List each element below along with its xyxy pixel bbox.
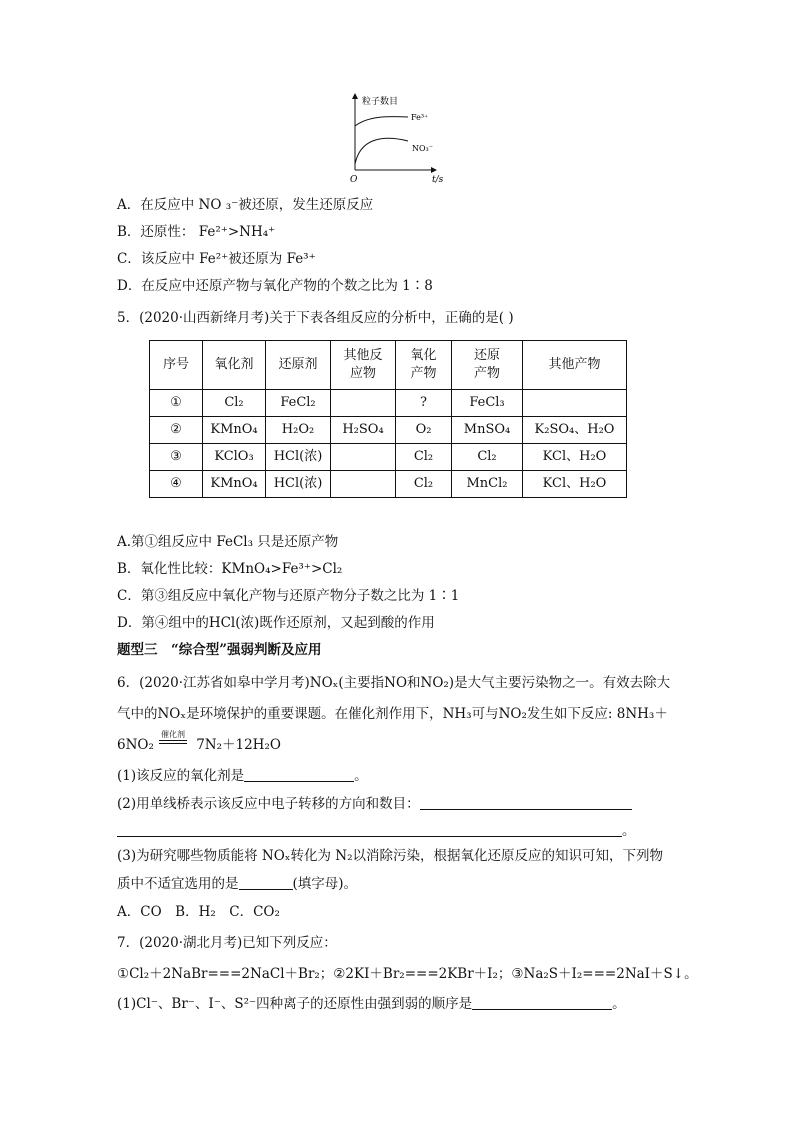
q4-option-c: C．该反应中 Fe²⁺被还原为 Fe³⁺ <box>117 251 316 267</box>
q7-sub1 <box>117 995 626 1013</box>
table-cell: MnSO₄ <box>452 417 523 444</box>
q6-sub2 <box>117 795 632 813</box>
table-cell: KMnO₄ <box>203 417 266 444</box>
table-cell <box>331 444 396 471</box>
table-cell <box>331 390 396 417</box>
table-header-cell <box>331 341 396 390</box>
equation-left: 6NO₂ <box>117 737 154 753</box>
table-cell: FeCl₃ <box>452 390 523 417</box>
table-header-cell <box>452 341 523 390</box>
table-header-cell <box>266 341 331 390</box>
q6-sub1-end: 。 <box>354 768 368 784</box>
table-header-cell <box>396 341 452 390</box>
table-cell: FeCl₂ <box>266 390 331 417</box>
header-line: 氧化剂 <box>214 357 254 372</box>
q6-line-2: 气中的NOₓ是环境保护的重要课题。在催化剂作用下，NH₃可与NO₂发生如下反应: 8NH₃＋ <box>117 706 668 722</box>
table-header-cell <box>203 341 266 390</box>
table-row <box>150 444 627 471</box>
table-cell: ③ <box>150 444 203 471</box>
table-cell: Cl₂ <box>396 444 452 471</box>
header-line: 其他反 <box>343 348 383 363</box>
table-header-cell <box>150 341 203 390</box>
table-cell: ? <box>396 390 452 417</box>
q6-sub2-blank-2[interactable] <box>117 822 622 837</box>
table-cell: KCl、H₂O <box>523 471 627 498</box>
q6-sub3-text: 质中不适宜选用的是 <box>117 876 239 892</box>
q6-sub1 <box>117 767 368 785</box>
table-cell: HCl(浓) <box>266 471 331 498</box>
table-cell <box>331 471 396 498</box>
q6-equation <box>117 730 281 754</box>
q6-line-1: 6．(2020·江苏省如皋中学月考)NOₓ(主要指NO和NO₂)是大气主要污染物之一。有效去除大 <box>117 675 671 691</box>
x-axis-label: t/s <box>432 175 444 185</box>
table-row <box>150 471 627 498</box>
table-cell <box>523 390 627 417</box>
q4-option-d: D．在反应中还原产物与氧化产物的个数之比为 1∶8 <box>117 278 433 294</box>
q6-sub2-text: (2)用单线桥表示该反应中电子转移的方向和数目： <box>117 796 420 812</box>
q4-option-a: A．在反应中 NO ₃⁻被还原，发生还原反应 <box>117 197 374 213</box>
header-line: 还原 <box>473 348 500 363</box>
header-line: 氧化 <box>410 348 437 363</box>
table-cell: Cl₂ <box>452 444 523 471</box>
y-axis-label: 粒子数目 <box>362 97 399 107</box>
table-cell: ① <box>150 390 203 417</box>
header-line: 产物 <box>473 366 500 381</box>
table-header-row <box>150 341 627 390</box>
header-line: 其他产物 <box>548 357 601 372</box>
no3-curve <box>355 138 408 164</box>
table-cell: O₂ <box>396 417 452 444</box>
q5-option-a: A.第①组反应中 FeCl₃ 只是还原产物 <box>117 534 339 550</box>
q7-stem: 7．(2020·湖北月考)已知下列反应： <box>117 935 337 951</box>
table-cell: KCl、H₂O <box>523 444 627 471</box>
table-cell: MnCl₂ <box>452 471 523 498</box>
no3-curve-label: NO₃⁻ <box>412 144 433 153</box>
table-cell: KMnO₄ <box>203 471 266 498</box>
q4-option-b: B．还原性： Fe²⁺>NH₄⁺ <box>117 224 276 240</box>
q6-sub3-blank[interactable] <box>239 875 293 890</box>
q5-option-d: D．第④组中的HCl(浓)既作还原剂，又起到酸的作用 <box>117 615 435 631</box>
table-cell: ② <box>150 417 203 444</box>
fe3-curve-label: Fe³⁺ <box>411 113 429 122</box>
section-title: 题型三 “综合型”强弱判断及应用 <box>117 642 322 658</box>
header-line: 应物 <box>349 366 376 381</box>
fe3-curve <box>355 117 408 126</box>
header-line: 还原剂 <box>278 357 318 372</box>
table-cell: HCl(浓) <box>266 444 331 471</box>
table-cell: Cl₂ <box>396 471 452 498</box>
table-cell: H₂SO₄ <box>331 417 396 444</box>
q6-sub3-line-2 <box>117 875 357 893</box>
table-cell: H₂O₂ <box>266 417 331 444</box>
q7-reactions: ①Cl₂＋2NaBr===2NaCl＋Br₂；②2KI＋Br₂===2KBr＋I₂；③Na₂S＋I₂===2NaI＋S↓。 <box>117 966 698 982</box>
q7-sub1-blank[interactable] <box>472 995 612 1010</box>
q6-sub3-options: A．CO B．H₂ C．CO₂ <box>117 904 280 920</box>
table-cell: K₂SO₄、H₂O <box>523 417 627 444</box>
table-cell: Cl₂ <box>203 390 266 417</box>
q5-option-b: B．氧化性比较：KMnO₄>Fe³⁺>Cl₂ <box>117 561 343 577</box>
double-line <box>159 740 187 744</box>
header-line: 产物 <box>410 366 437 381</box>
q6-sub2-end: 。 <box>622 823 636 839</box>
q6-sub3-end: (填字母)。 <box>292 876 358 892</box>
table-row <box>150 390 627 417</box>
q6-sub3-line-1: (3)为研究哪些物质能将 NOₓ转化为 N₂以消除污染，根据氧化还原反应的知识可知，下列物 <box>117 848 664 864</box>
header-line: 序号 <box>162 357 189 372</box>
table-header-cell <box>523 341 627 390</box>
q6-sub2-line2 <box>117 822 636 840</box>
equation-right: 7N₂＋12H₂O <box>196 737 281 753</box>
q7-sub1-text: (1)Cl⁻、Br⁻、I⁻、S²⁻四种离子的还原性由强到弱的顺序是 <box>117 996 473 1012</box>
catalyst-equals-sign <box>159 730 187 746</box>
q5-reaction-table <box>149 340 627 498</box>
q6-sub2-blank-1[interactable] <box>420 795 632 810</box>
q6-sub1-text: (1)该反应的氧化剂是 <box>117 768 245 784</box>
origin-label: O <box>350 175 358 185</box>
q5-stem: 5．(2020·山西新绛月考)关于下表各组反应的分析中，正确的是( ) <box>117 310 514 326</box>
table-cell: KClO₃ <box>203 444 266 471</box>
table-cell: ④ <box>150 471 203 498</box>
table-row <box>150 417 627 444</box>
particle-count-graph <box>340 90 460 190</box>
catalyst-label: 催化剂 <box>161 730 185 739</box>
q6-sub1-blank[interactable] <box>244 767 354 782</box>
q7-sub1-end: 。 <box>612 996 626 1012</box>
q5-option-c: C．第③组反应中氧化产物与还原产物分子数之比为 1∶1 <box>117 588 460 604</box>
